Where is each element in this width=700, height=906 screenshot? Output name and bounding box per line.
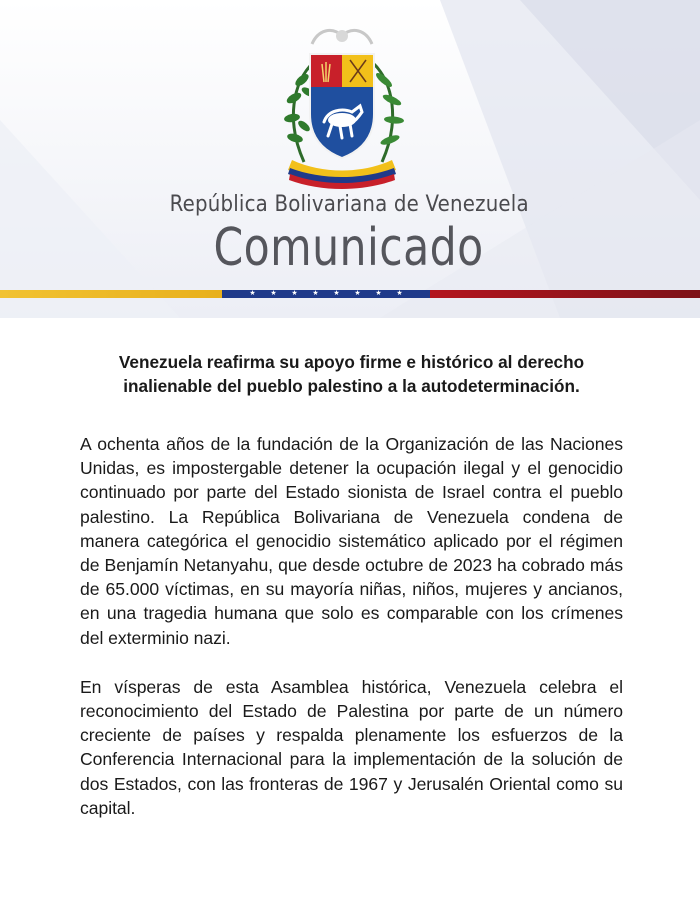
star-icon: ★	[312, 290, 319, 297]
communique-body	[80, 350, 623, 845]
page-title: Comunicado	[213, 218, 484, 278]
coat-of-arms-emblem	[262, 22, 422, 192]
stripe-red	[430, 290, 700, 298]
star-icon: ★	[354, 290, 361, 297]
star-icon: ★	[375, 290, 382, 297]
flag-color-stripe	[0, 290, 700, 298]
star-icon: ★	[249, 290, 256, 297]
issuer-subtitle: República Bolivariana de Venezuela	[169, 192, 529, 217]
star-icon: ★	[270, 290, 277, 297]
stripe-blue-stars	[222, 290, 430, 298]
paragraph-1: A ochenta años de la fundación de la Organización de las Naciones Unidas, es impostergable detener la ocupación ilegal y el genocidio continuado por parte del Estado sionista de Israel contra el pueblo palestino. La República Bolivariana de Venezuela condena de manera categórica el genocidio sistemático aplicado por el régimen de Benjamín Netanyahu, que desde octubre de 2023 ha cobrado más de 65.000 víctimas, en su mayoría niñas, niños, mujeres y ancianos, en una tragedia humana que solo es comparable con los crímenes del exterminio nazi.	[80, 434, 623, 648]
star-icon: ★	[291, 290, 298, 297]
star-icon: ★	[333, 290, 340, 297]
stripe-yellow	[0, 290, 222, 298]
headline: Venezuela reafirma su apoyo firme e histórico al derecho inalienable del pueblo palestino a la autodeterminación.	[118, 352, 585, 396]
letterhead	[0, 0, 700, 318]
star-icon: ★	[396, 290, 403, 297]
paragraph-2: En vísperas de esta Asamblea histórica, Venezuela celebra el reconocimiento del Estado de Palestina por parte de un número creciente de países y respalda plenamente los esfuerzos de la Conferencia Internacional para la implementación de la solución de dos Estados, con las fronteras de 1967 y Jerusalén Oriental como su capital.	[80, 676, 623, 818]
